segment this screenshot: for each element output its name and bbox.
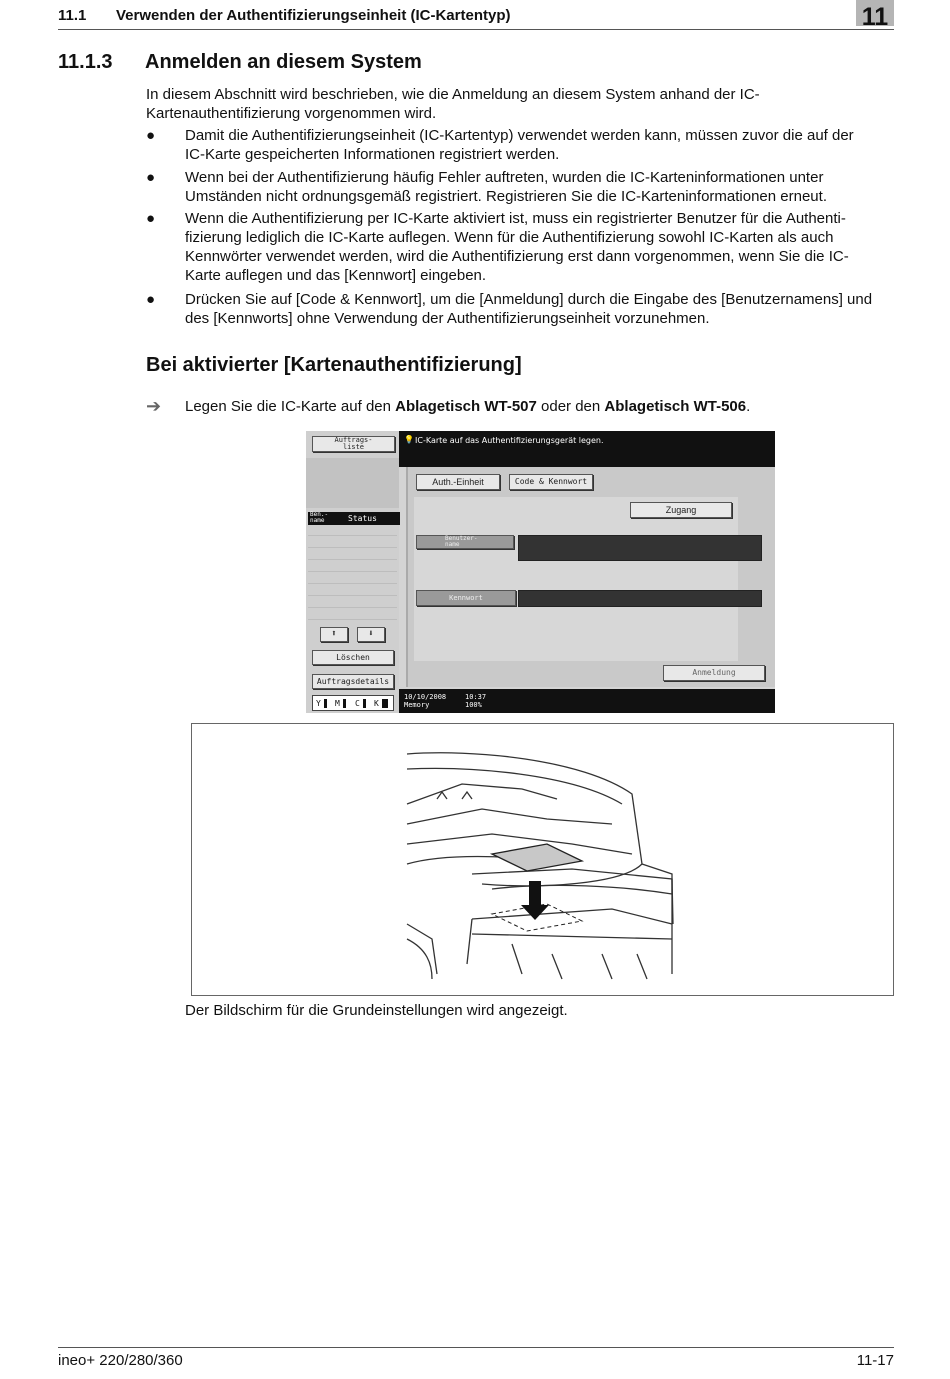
arrow-shaft bbox=[529, 881, 541, 905]
username-label-button[interactable]: Benutzer- name bbox=[416, 535, 514, 549]
bullet-line: Karte auflegen und das [Kennwort] eingeben. bbox=[185, 267, 487, 284]
toner-label-m: M bbox=[335, 699, 340, 708]
memory-value: 100% bbox=[465, 701, 482, 709]
page-footer bbox=[58, 1347, 894, 1369]
step-arrow-icon: ➔ bbox=[146, 396, 162, 416]
access-button[interactable]: Zugang bbox=[630, 502, 732, 518]
intro-line: In diesem Abschnitt wird beschrieben, wie die Anmeldung an diesem System anhand der IC- bbox=[146, 86, 760, 103]
message-text: IC-Karte auf das Authentifizierungsgerät legen. bbox=[415, 436, 604, 445]
toner-bar bbox=[343, 699, 346, 708]
header-title: Verwenden der Authentifizierungseinheit (IC-Kartentyp) bbox=[116, 7, 511, 24]
left-job-panel bbox=[306, 431, 399, 713]
control-panel-screen bbox=[306, 431, 775, 713]
list-row bbox=[308, 607, 397, 608]
status-bar bbox=[399, 689, 775, 713]
intro-paragraph bbox=[146, 85, 894, 123]
password-label-button[interactable]: Kennwort bbox=[416, 590, 516, 606]
footer-model: ineo+ 220/280/360 bbox=[58, 1352, 183, 1369]
list-row bbox=[308, 559, 397, 560]
bulb-icon: 💡 bbox=[404, 435, 414, 444]
page-header bbox=[58, 4, 894, 30]
card-placement-illustration bbox=[191, 723, 894, 996]
toner-label-k: K bbox=[374, 699, 379, 708]
bullet-line: Wenn bei der Authentifizierung häufig Fehler auftreten, wurden die IC-Karteninformationen unter bbox=[185, 169, 824, 186]
bullet-dot: ● bbox=[146, 169, 156, 186]
down-arrow-icon bbox=[521, 905, 549, 920]
toner-bar bbox=[363, 699, 366, 708]
login-area bbox=[406, 467, 775, 687]
username-field[interactable] bbox=[518, 535, 762, 561]
ic-card-shape bbox=[492, 844, 582, 871]
footer-page-number: 11-17 bbox=[856, 1352, 894, 1369]
left-panel-divider bbox=[306, 458, 399, 508]
list-row bbox=[308, 535, 397, 536]
message-bar bbox=[399, 431, 775, 467]
section-number: 11.1.3 bbox=[58, 51, 113, 73]
section-heading bbox=[58, 51, 422, 74]
delete-button[interactable]: Löschen bbox=[312, 650, 394, 665]
column-status[interactable]: Status bbox=[346, 512, 400, 525]
step-text: oder den bbox=[536, 398, 605, 415]
toner-label-y: Y bbox=[316, 699, 321, 708]
header-section-number: 11.1 bbox=[58, 7, 87, 24]
bullet-dot: ● bbox=[146, 210, 156, 227]
list-row bbox=[308, 619, 397, 620]
login-form bbox=[414, 497, 738, 661]
list-row bbox=[308, 583, 397, 584]
bullet-line: Drücken Sie auf [Code & Kennwort], um die [Anmeldung] durch die Eingabe des [Benutzernamens] und bbox=[185, 291, 873, 308]
list-row bbox=[308, 547, 397, 548]
result-caption: Der Bildschirm für die Grundeinstellungen wird angezeigt. bbox=[185, 1002, 568, 1019]
bullet-line: IC-Karte gespeicherten Informationen registriert werden. bbox=[185, 146, 560, 163]
column-username[interactable]: Ben.- name bbox=[308, 512, 347, 525]
list-row bbox=[308, 571, 397, 572]
time-text: 10:37 bbox=[465, 693, 487, 701]
subsection-heading: Bei aktivierter [Kartenauthentifizierung] bbox=[146, 354, 522, 376]
intro-line: Kartenauthentifizierung vorgenommen wird. bbox=[146, 105, 437, 122]
tab-auth-unit[interactable]: Auth.-Einheit bbox=[416, 474, 500, 490]
bullet-line: fizierung lediglich die IC-Karte auflegen. Wenn für die Authentifizierung sowohl IC-Karten als auch bbox=[185, 229, 834, 246]
step-bold-text: Ablagetisch WT-506 bbox=[604, 398, 747, 415]
bullet-dot: ● bbox=[146, 291, 156, 308]
toner-indicator bbox=[312, 695, 394, 711]
job-list-button[interactable]: Auftrags- liste bbox=[312, 436, 395, 452]
tab-code-password[interactable]: Code & Kennwort bbox=[509, 474, 593, 490]
bullet-line: Wenn die Authentifizierung per IC-Karte aktiviert ist, muss ein registrierter Benutzer für die Authenti- bbox=[185, 210, 846, 227]
step-text: Legen Sie die IC-Karte auf den bbox=[185, 398, 396, 415]
step-text: . bbox=[746, 398, 751, 415]
machine-drawing bbox=[192, 724, 893, 995]
toner-bar bbox=[382, 699, 388, 708]
password-field[interactable] bbox=[518, 590, 762, 607]
login-button[interactable]: Anmeldung bbox=[663, 665, 765, 681]
chapter-tab: 11 bbox=[856, 0, 894, 26]
toner-bar bbox=[324, 699, 327, 708]
step-bold-text: Ablagetisch WT-507 bbox=[395, 398, 537, 415]
date-text: 10/10/2008 bbox=[404, 693, 447, 701]
bullet-line: Umständen nicht ordnungsgemäß registriert. Registrieren Sie die IC-Karteninformationen erneut. bbox=[185, 188, 827, 205]
bullet-line: Kennwörter verwendet werden, wird die Authentifizierung erst dann vorgenommen, wenn Sie die IC- bbox=[185, 248, 849, 265]
memory-label: Memory bbox=[404, 701, 430, 709]
bullet-line: Damit die Authentifizierungseinheit (IC-Kartentyp) verwendet werden kann, müssen zuvor die auf der bbox=[185, 127, 854, 144]
bullet-line: des [Kennworts] ohne Verwendung der Authentifizierungseinheit vorzunehmen. bbox=[185, 310, 710, 327]
scroll-up-button[interactable]: ⬆ bbox=[320, 627, 348, 642]
scroll-down-button[interactable]: ⬇ bbox=[357, 627, 385, 642]
bullet-dot: ● bbox=[146, 127, 156, 144]
toner-label-c: C bbox=[355, 699, 360, 708]
section-title: Anmelden an diesem System bbox=[145, 51, 422, 73]
job-details-button[interactable]: Auftragsdetails bbox=[312, 674, 394, 689]
list-row bbox=[308, 595, 397, 596]
